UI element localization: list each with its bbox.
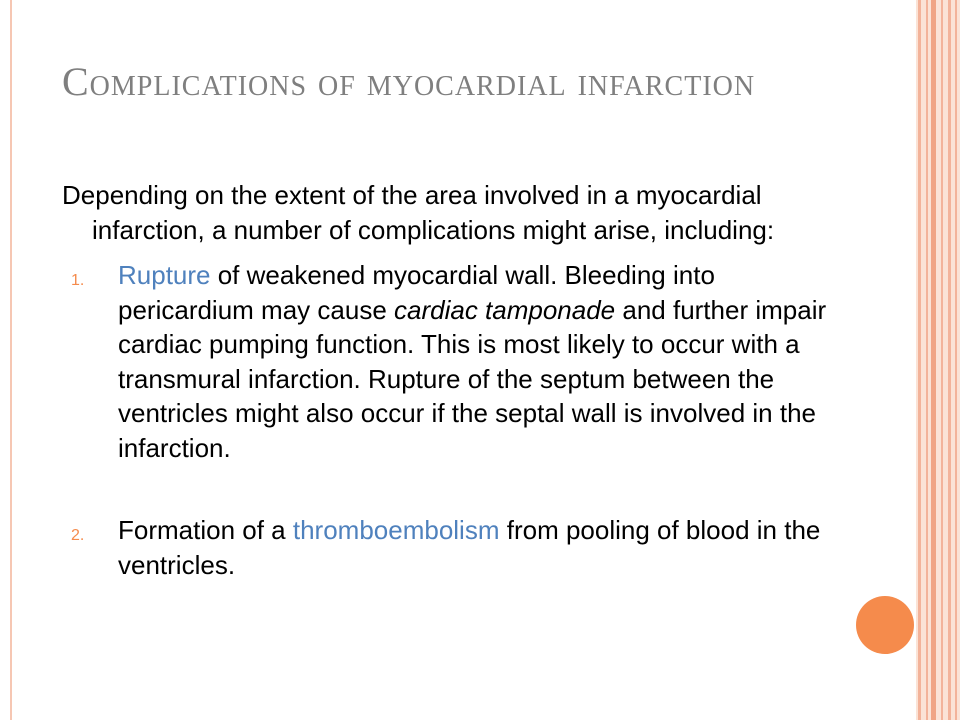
list-number: 1. (71, 272, 85, 289)
slide-title: Complications of myocardial infarction (62, 59, 756, 104)
list-number: 2. (71, 527, 85, 544)
complications-list (62, 258, 842, 582)
list-item (62, 513, 842, 582)
item-text: Formation of a (118, 515, 293, 545)
highlight-term: Rupture (118, 260, 211, 290)
highlight-term: thromboembolism (292, 515, 500, 545)
decorative-stripe (918, 0, 921, 720)
decorative-stripe-band (916, 0, 960, 720)
item-text: from pooling of blood in the ventricles. (118, 515, 821, 580)
decorative-stripe (931, 0, 936, 720)
item-text: and further impair cardiac pumping function. This is most likely to occur with a transmural infarction. Rupture of the septum between the ventricles might also occur if the septal wall is involved in the infarction. (118, 294, 827, 463)
decorative-stripe (955, 0, 957, 720)
item-text: of weakened myocardial wall. Bleeding into pericardium may cause (118, 260, 715, 325)
emphasis-term: cardiac tamponade (394, 294, 616, 325)
accent-circle (856, 596, 914, 654)
slide-body (62, 178, 842, 582)
intro-paragraph: Depending on the extent of the area involved in a myocardial infarction, a number of complications might arise, including: (62, 180, 775, 245)
decorative-stripe (948, 0, 951, 720)
decorative-stripe (941, 0, 943, 720)
frame-left-line (10, 0, 12, 720)
list-item (62, 258, 842, 465)
decorative-stripe (926, 0, 928, 720)
